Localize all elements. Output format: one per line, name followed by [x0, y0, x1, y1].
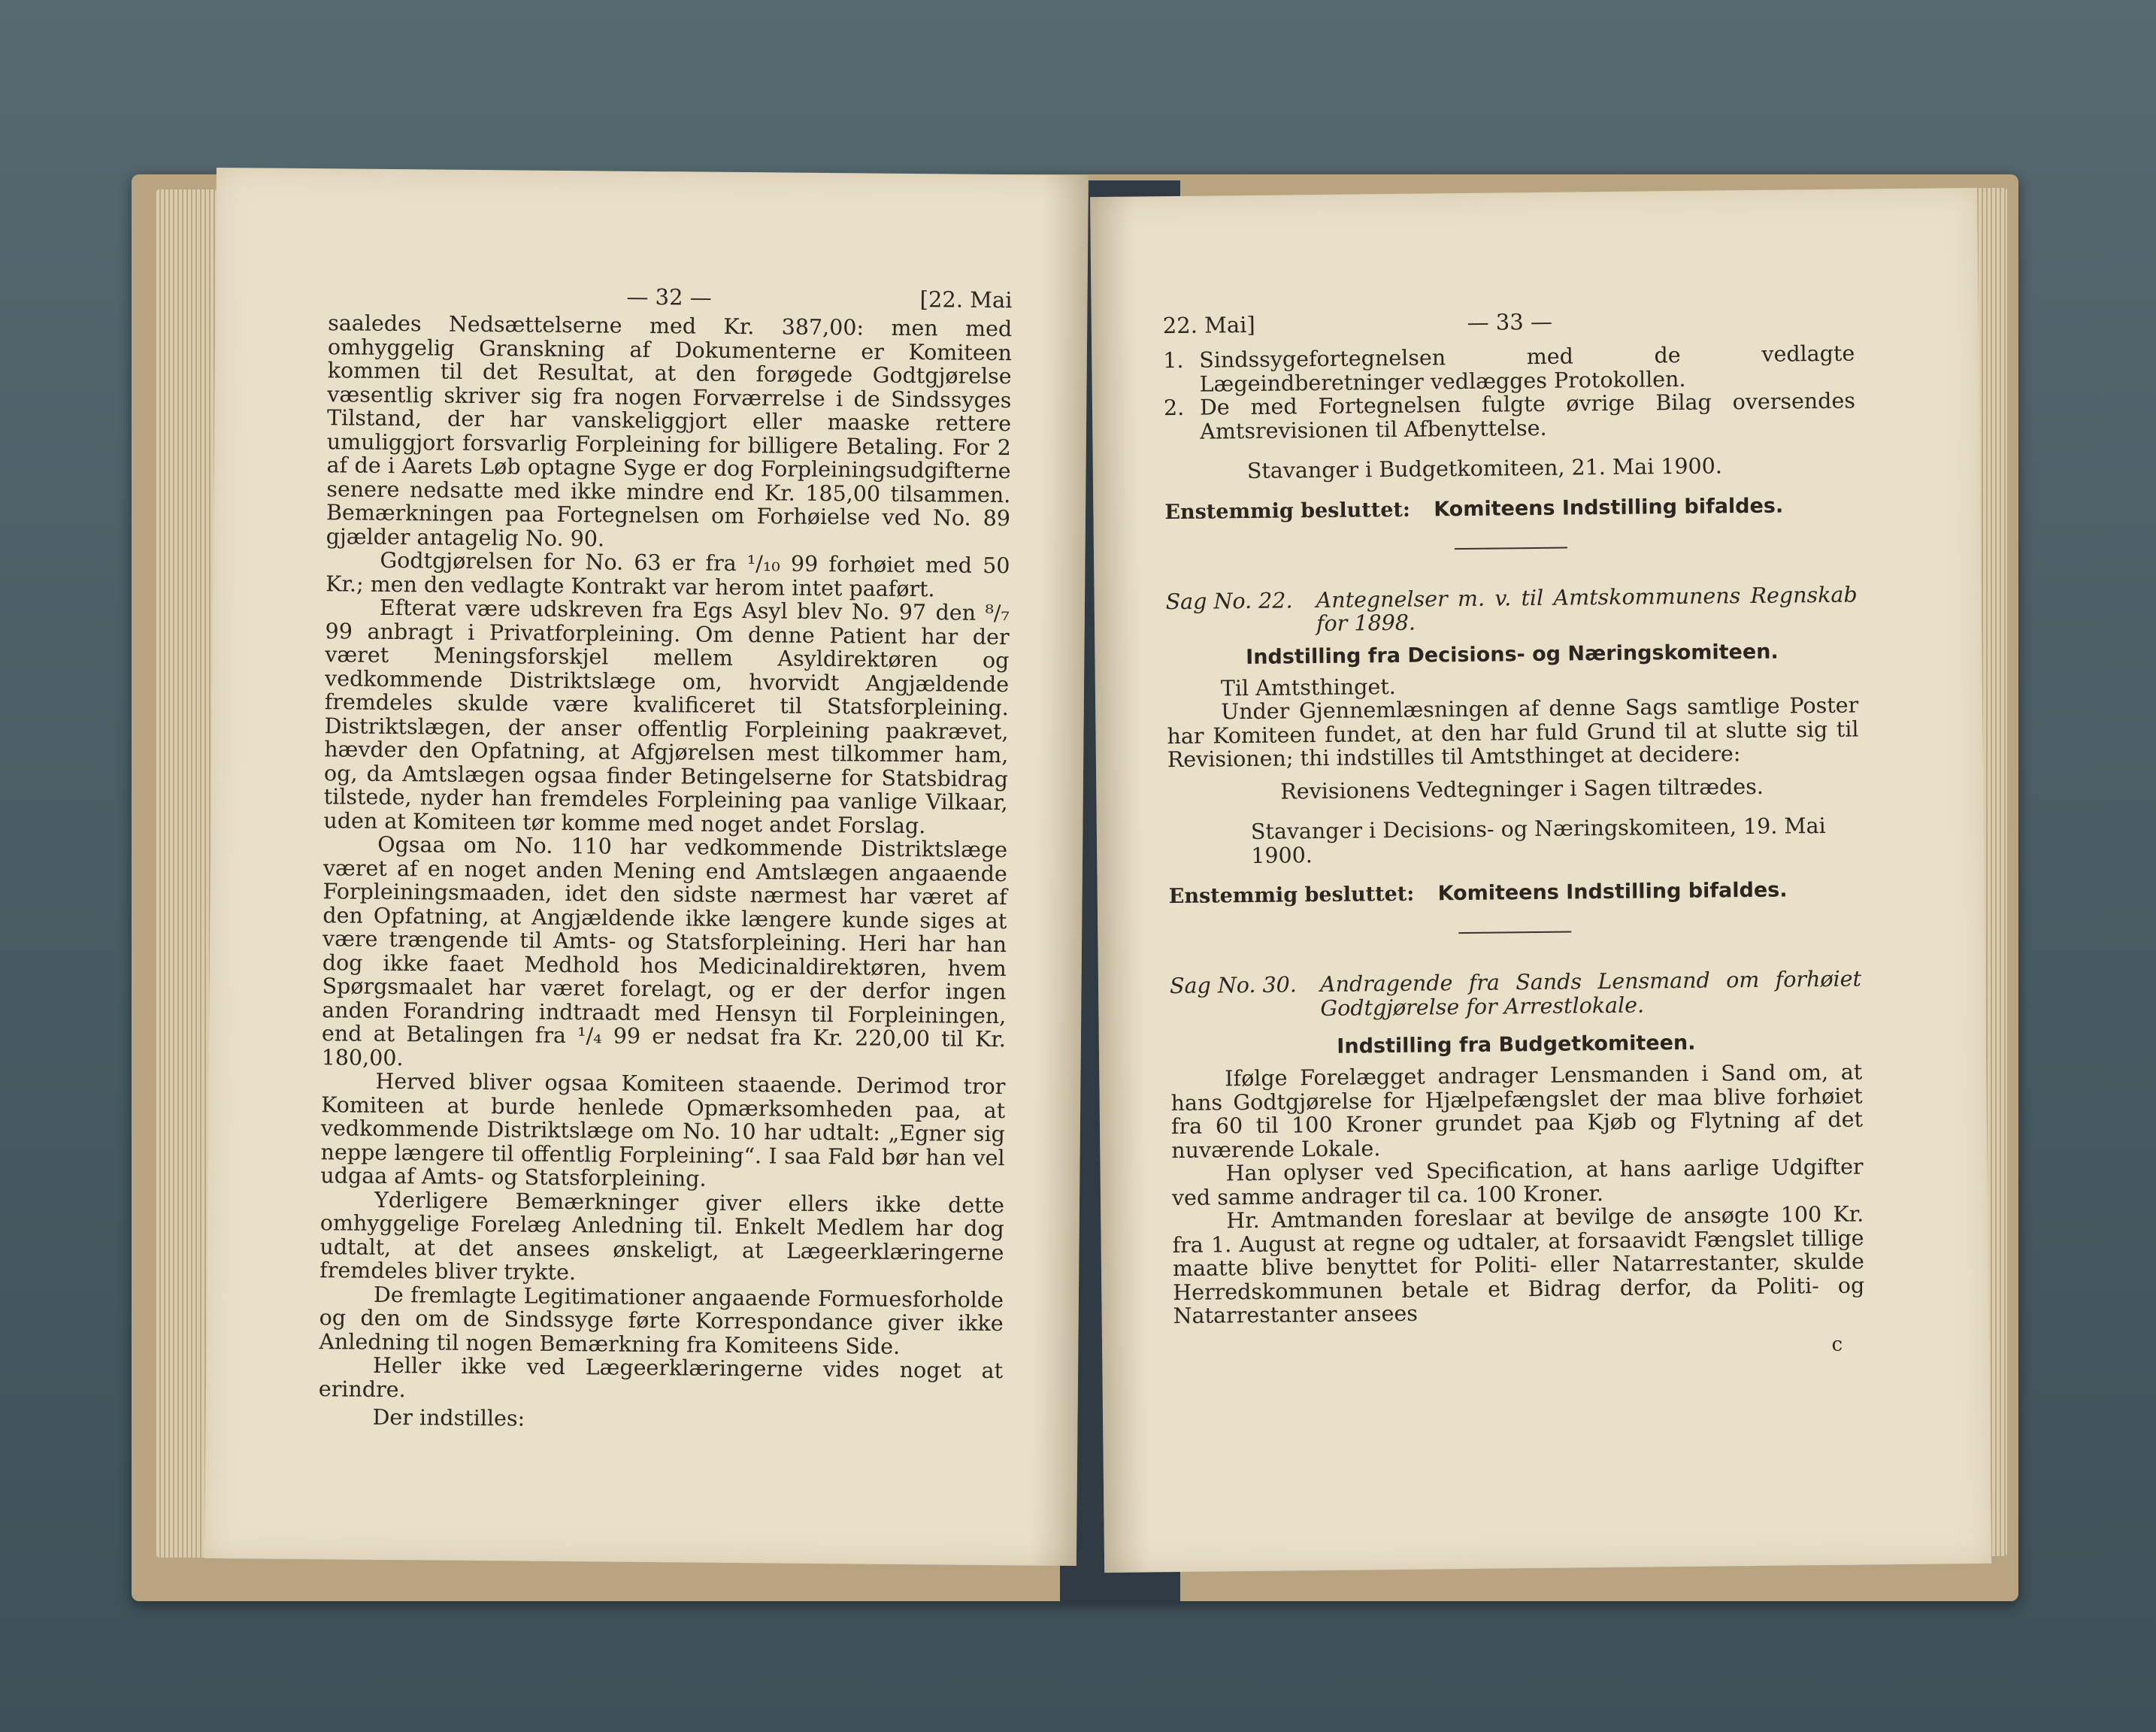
decision-label: Enstemmig besluttet: [1164, 498, 1411, 524]
page-number: — 33 — [1467, 308, 1553, 335]
item-number: 1. [1163, 347, 1184, 374]
running-head [1163, 306, 1855, 339]
running-head [328, 281, 1012, 313]
paragraph: Ogsaa om No. 110 har vedkommende Distriktslæge været af en noget anden Mening end Amtslægen angaaende Forpleiningsmaaden, idet den sidste nærmest har været af den Opfatning, at Angjældende ikke længere kunde siges at være trængende til Amts- og Statsforpleining. Heri har han dog ikke faaet Medhold hos Medicinaldirektøren, hvem Spørgsmaalet har været forelagt, og er der derfor ingen anden Forandring indtraadt med Hensyn til Forpleiningen, end at Betalingen fra ¹/₄ 99 er nedsat fra Kr. 220,00 til Kr. 180,00. [321, 831, 1008, 1070]
page-number: — 32 — [626, 283, 712, 310]
section-divider [1455, 547, 1567, 550]
paragraph: Herved bliver ogsaa Komiteen staaende. Derimod tror Komiteen at burde henlede Opmærksomheden paa, at vedkommende Distriktslæge om No. 10 har udtalt: „Egner sig neppe længere til offentlig Forpleining“. I saa Fald bør han vel udgaa af Amts- og Statsforpleining. [320, 1068, 1006, 1192]
case-header [1170, 967, 1862, 1022]
case-label: Sag No. 30. [1169, 972, 1298, 999]
list-item [1164, 389, 1856, 444]
address-line: Til Amtsthinget. [1220, 674, 1396, 701]
item-number: 2. [1163, 395, 1185, 421]
right-page [1090, 188, 1991, 1573]
case-label: Sag No. 22. [1165, 587, 1293, 614]
paragraph: Han oplyser ved Specification, at hans aarlige Udgifter ved samme andrager til ca. 100 Kroner. [1171, 1154, 1864, 1210]
left-page [204, 168, 1089, 1566]
right-page-text [1163, 306, 1866, 1363]
resolution-text: Revisionens Vedtegninger i Sagen tiltrædes. [1280, 774, 1764, 804]
paragraph: saaledes Nedsættelserne med Kr. 387,00: men med omhyggelig Granskning af Dokumenterne er Komiteen kommen til det Resultat, at den forøgede Godtgjørelse væsentlig skriver sig fra nogen Forværrelse i de Sindssyges Tilstand, der har vanskeliggjort eller maaske rettere umuliggjort forsvarlig Forpleining for billigere Betaling. For 2 af de i Aarets Løb optagne Syge er dog Forpleiningsudgifterne senere nedsatte med ikke mindre end Kr. 185,00 tilsammen. Bemærkningen paa Fortegnelsen om Forhøielse ved No. 89 gjælder antagelig No. 90. [326, 310, 1013, 551]
paragraph: Der indstilles: [372, 1404, 525, 1431]
paragraph: Efterat være udskreven fra Egs Asyl blev No. 97 den ⁸/₇ 99 anbragt i Privatforpleining. Om denne Patient har der været Meningsforskjel mellem Asyldirektøren og vedkommende Distriktslæge om, hvorvidt Angjældende fremdeles skulde være kvalificeret til Statsforpleining. Distriktslægen, der anser offentlig Forpleining paakrævet, hævder den Opfatning, at Afgjørelsen mest tilkommer ham, og, da Amtslægen ogsaa finder Betingelserne for Statsbidrag tilstede, nyder han fremdeles Forpleining paa vanlige Vilkaar, uden at Komiteen tør komme med noget andet Forslag. [323, 595, 1010, 838]
decision-text: Komiteens Indstilling bifaldes. [1437, 878, 1788, 906]
paragraph: Hr. Amtmanden foreslaar at bevilge de ansøgte 100 Kr. fra 1. August at regne og udtaler, at forsaavidt Fængslet tillige maatte blive benyttet for Politi- eller Natarrestanter, skulde Herredskommunen betale et Bidrag derfor, da Politi- og Natarrestanter ansees [1172, 1201, 1865, 1329]
paragraph: De fremlagte Legitimationer angaaende Formuesforholde og den om de Sindssyge førte Korrespondance giver ikke Anledning til nogen Bemærkning fra Komiteens Side. [319, 1282, 1004, 1359]
list-item [1163, 342, 1855, 397]
decision-line [1164, 493, 1856, 524]
paragraph: Yderligere Bemærkninger giver ellers ikke dette omhyggelige Forelæg Anledning til. Enkelt Medlem har dog udtalt, at det ansees ønskeligt, at Lægeerklæringerne fremdeles bliver trykte. [319, 1187, 1005, 1285]
case-title: Antegnelser m. v. til Amtskommunens Regnskab for 1898. [1316, 582, 1858, 637]
signature-line: Stavanger i Decisions- og Næringskomiteen, 19. Mai 1900. [1250, 813, 1826, 868]
date-head: 22. Mai] [1162, 311, 1255, 339]
decision-text: Komiteens Indstilling bifaldes. [1434, 494, 1784, 521]
paragraph: Heller ikke ved Lægeerklæringerne vides noget at erindre. [318, 1352, 1004, 1402]
section-divider [1458, 931, 1571, 934]
case-title: Andragende fra Sands Lensmand om forhøiet Godtgjørelse for Arrestlokale. [1319, 966, 1862, 1021]
section-heading: Indstilling fra Decisions- og Næringskomiteen. [1246, 640, 1779, 669]
item-text: Sindssygefortegnelsen med de vedlagte Lægeindberetninger vedlægges Protokollen. [1199, 341, 1855, 397]
decision-line [1169, 877, 1861, 908]
signature-mark: c [1831, 1333, 1843, 1356]
decision-label: Enstemmig besluttet: [1168, 882, 1415, 909]
item-text: De med Fortegnelsen fulgte øvrige Bilag oversendes Amtsrevisionen til Afbenyttelse. [1199, 388, 1856, 444]
signature-line: Stavanger i Budgetkomiteen, 21. Mai 1900. [1246, 453, 1723, 484]
paragraph: Ifølge Forelægget andrager Lensmanden i Sand om, at hans Godtgjørelse for Hjælpefængslet der maa blive forhøiet fra 60 til 100 Kroner grundet paa Kjøb og Flytning af det nuværende Lokale. [1170, 1059, 1864, 1163]
paragraph: Godtgjørelsen for No. 63 er fra ¹/₁₀ 99 forhøiet med 50 Kr.; men den vedlagte Kontrakt var herom intet paaført. [326, 547, 1010, 601]
date-head: [22. Mai [919, 286, 1013, 313]
section-heading: Indstilling fra Budgetkomiteen. [1337, 1031, 1696, 1058]
left-page-text [318, 281, 1012, 1434]
case-header [1166, 583, 1858, 637]
paragraph: Under Gjennemlæsningen af denne Sags samtlige Poster har Komiteen fundet, at den har fuld Grund til at slutte sig til Revisionen; thi indstilles til Amtsthinget at decidere: [1167, 692, 1859, 773]
